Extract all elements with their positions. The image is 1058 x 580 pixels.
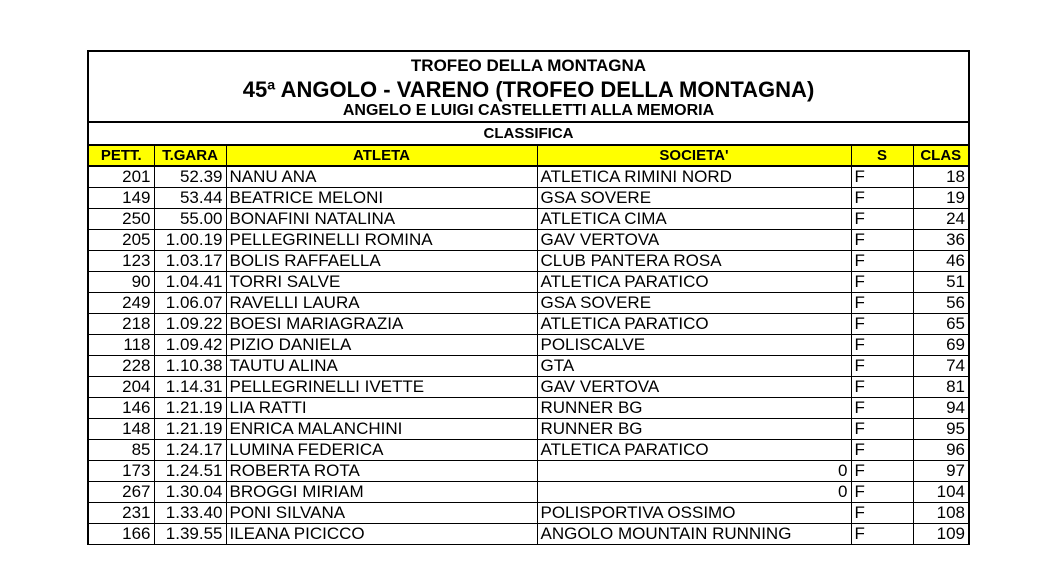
cell-rank: 94 xyxy=(913,398,968,419)
cell-athlete-name: NANU ANA xyxy=(226,166,537,188)
cell-club: 0 xyxy=(537,482,851,503)
cell-athlete-name: BOLIS RAFFAELLA xyxy=(226,251,537,272)
cell-bib: 85 xyxy=(89,440,154,461)
cell-rank: 95 xyxy=(913,419,968,440)
cell-sex: F xyxy=(851,166,913,188)
table-row xyxy=(89,398,968,419)
cell-race-time: 1.10.38 xyxy=(154,356,226,377)
header-tgara: T.GARA xyxy=(154,145,226,166)
cell-athlete-name: PELLEGRINELLI IVETTE xyxy=(226,377,537,398)
cell-club: GTA xyxy=(537,356,851,377)
cell-rank: 81 xyxy=(913,377,968,398)
cell-bib: 218 xyxy=(89,314,154,335)
cell-race-time: 53.44 xyxy=(154,188,226,209)
cell-race-time: 1.30.04 xyxy=(154,482,226,503)
cell-club: GSA SOVERE xyxy=(537,293,851,314)
cell-club: POLISCALVE xyxy=(537,335,851,356)
cell-bib: 90 xyxy=(89,272,154,293)
table-row xyxy=(89,272,968,293)
cell-club: ATLETICA PARATICO xyxy=(537,272,851,293)
table-header-row xyxy=(89,145,968,166)
cell-race-time: 1.04.41 xyxy=(154,272,226,293)
cell-race-time: 1.24.17 xyxy=(154,440,226,461)
table-row xyxy=(89,335,968,356)
cell-sex: F xyxy=(851,398,913,419)
cell-race-time: 1.09.22 xyxy=(154,314,226,335)
table-row xyxy=(89,230,968,251)
table-row xyxy=(89,166,968,188)
event-title: 45ª ANGOLO - VARENO (TROFEO DELLA MONTAGNA) xyxy=(242,77,815,102)
cell-bib: 173 xyxy=(89,461,154,482)
cell-race-time: 55.00 xyxy=(154,209,226,230)
cell-race-time: 1.21.19 xyxy=(154,398,226,419)
table-row xyxy=(89,356,968,377)
cell-bib: 166 xyxy=(89,524,154,545)
cell-rank: 96 xyxy=(913,440,968,461)
cell-rank: 36 xyxy=(913,230,968,251)
cell-club: ATLETICA PARATICO xyxy=(537,440,851,461)
cell-race-time: 1.03.17 xyxy=(154,251,226,272)
cell-sex: F xyxy=(851,440,913,461)
cell-athlete-name: ILEANA PICICCO xyxy=(226,524,537,545)
cell-sex: F xyxy=(851,188,913,209)
cell-race-time: 52.39 xyxy=(154,166,226,188)
cell-sex: F xyxy=(851,230,913,251)
cell-rank: 56 xyxy=(913,293,968,314)
cell-rank: 65 xyxy=(913,314,968,335)
cell-bib: 228 xyxy=(89,356,154,377)
cell-bib: 146 xyxy=(89,398,154,419)
cell-sex: F xyxy=(851,251,913,272)
cell-athlete-name: BEATRICE MELONI xyxy=(226,188,537,209)
cell-sex: F xyxy=(851,314,913,335)
table-row xyxy=(89,377,968,398)
cell-bib: 148 xyxy=(89,419,154,440)
cell-athlete-name: LUMINA FEDERICA xyxy=(226,440,537,461)
cell-club: GAV VERTOVA xyxy=(537,377,851,398)
cell-sex: F xyxy=(851,482,913,503)
table-row xyxy=(89,251,968,272)
cell-sex: F xyxy=(851,209,913,230)
cell-athlete-name: BOESI MARIAGRAZIA xyxy=(226,314,537,335)
cell-sex: F xyxy=(851,356,913,377)
cell-bib: 205 xyxy=(89,230,154,251)
header-sex: S xyxy=(851,145,913,166)
table-row xyxy=(89,188,968,209)
cell-club: RUNNER BG xyxy=(537,419,851,440)
cell-club: CLUB PANTERA ROSA xyxy=(537,251,851,272)
cell-athlete-name: PONI SILVANA xyxy=(226,503,537,524)
cell-athlete-name: TAUTU ALINA xyxy=(226,356,537,377)
cell-club: ATLETICA RIMINI NORD xyxy=(537,166,851,188)
cell-athlete-name: ROBERTA ROTA xyxy=(226,461,537,482)
cell-sex: F xyxy=(851,461,913,482)
cell-rank: 51 xyxy=(913,272,968,293)
table-row xyxy=(89,419,968,440)
table-row xyxy=(89,482,968,503)
cell-rank: 24 xyxy=(913,209,968,230)
table-row xyxy=(89,440,968,461)
cell-athlete-name: LIA RATTI xyxy=(226,398,537,419)
cell-club: 0 xyxy=(537,461,851,482)
header-atleta: ATLETA xyxy=(226,145,537,166)
cell-race-time: 1.24.51 xyxy=(154,461,226,482)
header-pett: PETT. xyxy=(89,145,154,166)
table-row xyxy=(89,461,968,482)
cell-race-time: 1.33.40 xyxy=(154,503,226,524)
cell-sex: F xyxy=(851,419,913,440)
cell-bib: 149 xyxy=(89,188,154,209)
cell-club: GSA SOVERE xyxy=(537,188,851,209)
cell-bib: 267 xyxy=(89,482,154,503)
cell-race-time: 1.09.42 xyxy=(154,335,226,356)
cell-race-time: 1.14.31 xyxy=(154,377,226,398)
cell-athlete-name: PELLEGRINELLI ROMINA xyxy=(226,230,537,251)
cell-bib: 204 xyxy=(89,377,154,398)
cell-athlete-name: ENRICA MALANCHINI xyxy=(226,419,537,440)
document-title: TROFEO DELLA MONTAGNA xyxy=(410,56,647,75)
header-clas: CLAS xyxy=(913,145,968,166)
cell-rank: 97 xyxy=(913,461,968,482)
cell-sex: F xyxy=(851,335,913,356)
cell-rank: 18 xyxy=(913,166,968,188)
cell-sex: F xyxy=(851,377,913,398)
table-row xyxy=(89,524,968,545)
cell-athlete-name: RAVELLI LAURA xyxy=(226,293,537,314)
cell-race-time: 1.21.19 xyxy=(154,419,226,440)
cell-bib: 250 xyxy=(89,209,154,230)
memorial-subtitle: ANGELO E LUIGI CASTELLETTI ALLA MEMORIA xyxy=(342,102,715,119)
cell-rank: 46 xyxy=(913,251,968,272)
cell-rank: 69 xyxy=(913,335,968,356)
cell-club: GAV VERTOVA xyxy=(537,230,851,251)
cell-bib: 123 xyxy=(89,251,154,272)
results-table xyxy=(89,144,968,545)
cell-bib: 201 xyxy=(89,166,154,188)
cell-rank: 19 xyxy=(913,188,968,209)
cell-club: ATLETICA PARATICO xyxy=(537,314,851,335)
cell-rank: 74 xyxy=(913,356,968,377)
cell-bib: 231 xyxy=(89,503,154,524)
cell-club: ATLETICA CIMA xyxy=(537,209,851,230)
cell-rank: 109 xyxy=(913,524,968,545)
cell-race-time: 1.00.19 xyxy=(154,230,226,251)
table-row xyxy=(89,314,968,335)
cell-sex: F xyxy=(851,293,913,314)
cell-athlete-name: BONAFINI NATALINA xyxy=(226,209,537,230)
section-title: CLASSIFICA xyxy=(89,121,968,144)
cell-sex: F xyxy=(851,272,913,293)
cell-race-time: 1.39.55 xyxy=(154,524,226,545)
table-row xyxy=(89,503,968,524)
cell-club: ANGOLO MOUNTAIN RUNNING xyxy=(537,524,851,545)
cell-club: RUNNER BG xyxy=(537,398,851,419)
cell-sex: F xyxy=(851,503,913,524)
cell-bib: 118 xyxy=(89,335,154,356)
cell-rank: 108 xyxy=(913,503,968,524)
cell-sex: F xyxy=(851,524,913,545)
header-societa: SOCIETA' xyxy=(537,145,851,166)
table-row xyxy=(89,209,968,230)
results-sheet xyxy=(87,50,970,545)
cell-athlete-name: BROGGI MIRIAM xyxy=(226,482,537,503)
cell-athlete-name: TORRI SALVE xyxy=(226,272,537,293)
cell-race-time: 1.06.07 xyxy=(154,293,226,314)
cell-athlete-name: PIZIO DANIELA xyxy=(226,335,537,356)
table-row xyxy=(89,293,968,314)
cell-rank: 104 xyxy=(913,482,968,503)
cell-club: POLISPORTIVA OSSIMO xyxy=(537,503,851,524)
cell-bib: 249 xyxy=(89,293,154,314)
